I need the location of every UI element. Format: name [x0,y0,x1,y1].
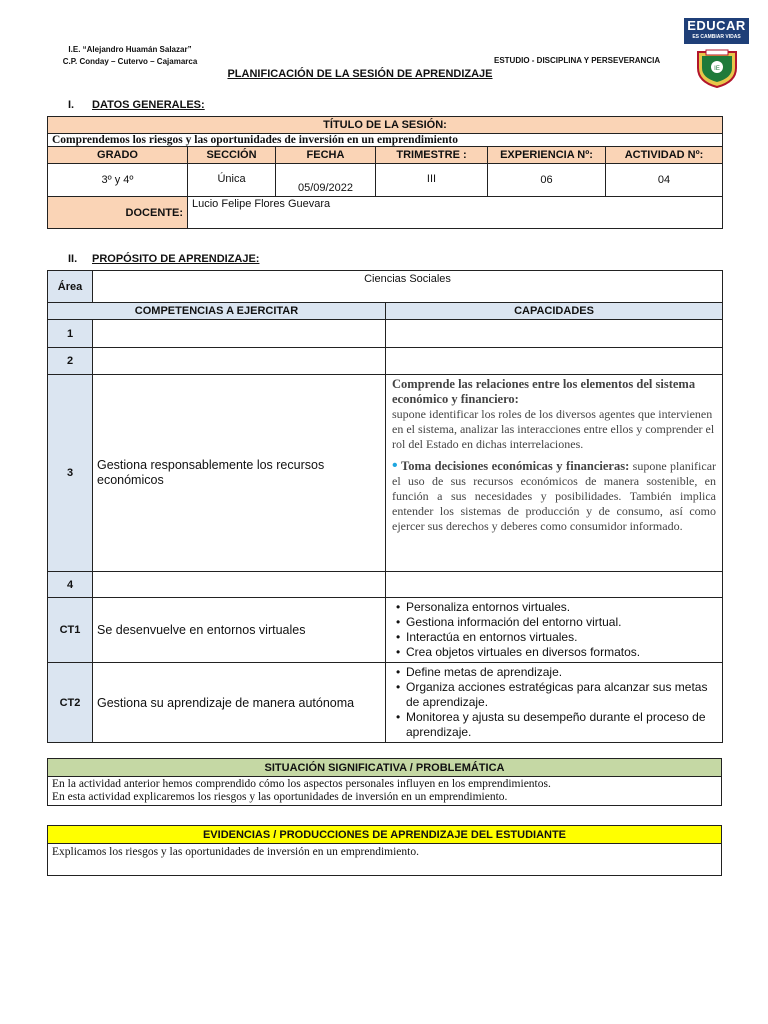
school-place: C.P. Conday – Cutervo – Cajamarca [62,57,198,66]
school-motto: ESTUDIO - DISCIPLINA Y PERSEVERANCIA [494,56,661,65]
page-title: PLANIFICACIÓN DE LA SESIÓN DE APRENDIZAJE [227,68,493,80]
row-id: CT1 [48,598,93,663]
session-title-label: TÍTULO DE LA SESIÓN: [48,117,723,134]
header-fecha: FECHA [276,147,376,164]
ct1-capacidades-list [390,600,718,660]
datos-header-row [48,147,723,164]
row-competencia [93,572,386,598]
header-trimestre: TRIMESTRE : [376,147,488,164]
row-id: 2 [48,348,93,375]
proposito-table [47,270,723,743]
value-seccion: Única [188,164,276,197]
area-value: Ciencias Sociales [93,271,723,303]
evidencias-text: Explicamos los riesgos y las oportunidades de inversión en un emprendimiento. [48,844,722,876]
school-seal-icon [694,46,740,88]
list-item: • Organiza acciones estratégicas para alcanzar sus metas de aprendizaje. [400,680,718,710]
row-capacidades [386,348,723,375]
list-item: • Define metas de aprendizaje. [400,665,718,680]
header-grado: GRADO [48,147,188,164]
logo-sub-text: ES CAMBIAR VIDAS [692,34,741,40]
school-header [40,44,220,68]
situacion-line-2: En esta actividad explicaremos los riesgos y las oportunidades de inversión en un emprendimiento. [52,791,508,803]
row-id: 3 [48,375,93,572]
capacidades-header: CAPACIDADES [386,303,723,320]
section-1-heading [68,99,205,111]
row-competencia: Gestiona responsablemente los recursos económicos [93,375,386,572]
competencia-row [48,348,723,375]
competencia-row [48,663,723,743]
competencia-row [48,598,723,663]
row-capacidades [386,572,723,598]
cap3-title-1: Comprende las relaciones entre los elementos del sistema económico y financiero: [392,377,696,406]
header-actividad: ACTIVIDAD Nº: [606,147,723,164]
row-id: 1 [48,320,93,348]
cap3-text-2: supone planificar el uso de sus recursos económicos de manera sostenible, en función a sus necesidades y posibilidades. También implica entender los sistemas de producción y de consumo, así como ejercer sus derechos y deberes como consumidor informado. [392,459,717,533]
situacion-body [48,777,722,806]
list-item: • Gestiona información del entorno virtual. [400,615,718,630]
competencia-row [48,375,723,572]
evidencias-title: EVIDENCIAS / PRODUCCIONES DE APRENDIZAJE DEL ESTUDIANTE [48,826,722,844]
teacher-label: DOCENTE: [48,197,188,229]
competencia-row [48,572,723,598]
situacion-line-1: En la actividad anterior hemos comprendido cómo los aspectos personales influyen en los emprendimientos. [52,778,551,790]
situacion-table [47,758,722,806]
header-seccion: SECCIÓN [188,147,276,164]
session-title: Comprendemos los riesgos y las oportunidades de inversión en un emprendimiento [48,134,723,147]
cap3-text-1: supone identificar los roles de los diversos agentes que intervienen en el sistema, analizar las interacciones entre ellos y comprender el rol del Estado en dichas interrelaciones. [392,407,715,451]
value-grado: 3º y 4º [48,164,188,197]
row-capacidades [386,320,723,348]
competencia-row [48,320,723,348]
evidencias-table [47,825,722,876]
teacher-name: Lucio Felipe Flores Guevara [188,197,723,229]
cap3-bullet-icon: • [392,457,398,474]
section-2-number: II. [68,253,78,265]
row-competencia [93,320,386,348]
list-item: • Monitorea y ajusta su desempeño durante el proceso de aprendizaje. [400,710,718,740]
section-2-heading [68,253,259,265]
competencias-header: COMPETENCIAS A EJERCITAR [48,303,386,320]
list-item: • Crea objetos virtuales en diversos formatos. [400,645,718,660]
list-item: • Interactúa en entornos virtuales. [400,630,718,645]
value-fecha: 05/09/2022 [276,164,376,197]
cap3-paragraph-2 [392,458,716,534]
list-item: • Personaliza entornos virtuales. [400,600,718,615]
row-competencia: Gestiona su aprendizaje de manera autónoma [93,663,386,743]
section-1-title: DATOS GENERALES: [92,99,205,111]
datos-generales-table [47,116,723,229]
row-id: 4 [48,572,93,598]
value-trimestre: III [376,164,488,197]
datos-value-row [48,164,723,197]
educar-logo [684,18,749,44]
value-experiencia: 06 [488,164,606,197]
logo-main-text: EDUCAR [687,18,746,33]
ct2-capacidades-list [390,665,718,740]
row-capacidades [386,598,723,663]
seal-label: IE [714,66,720,72]
row-competencia: Se desenvuelve en entornos virtuales [93,598,386,663]
row-competencia [93,348,386,375]
area-label: Área [48,271,93,303]
cap3-title-2: Toma decisiones económicas y financieras: [401,459,630,473]
row-id: CT2 [48,663,93,743]
situacion-title: SITUACIÓN SIGNIFICATIVA / PROBLEMÁTICA [48,759,722,777]
section-1-number: I. [68,99,75,111]
row-capacidades [386,663,723,743]
section-2-title: PROPÓSITO DE APRENDIZAJE: [92,253,260,265]
row-capacidades [386,375,723,572]
header-experiencia: EXPERIENCIA Nº: [488,147,606,164]
value-actividad: 04 [606,164,723,197]
school-name: I.E. “Alejandro Huamán Salazar” [68,45,192,54]
